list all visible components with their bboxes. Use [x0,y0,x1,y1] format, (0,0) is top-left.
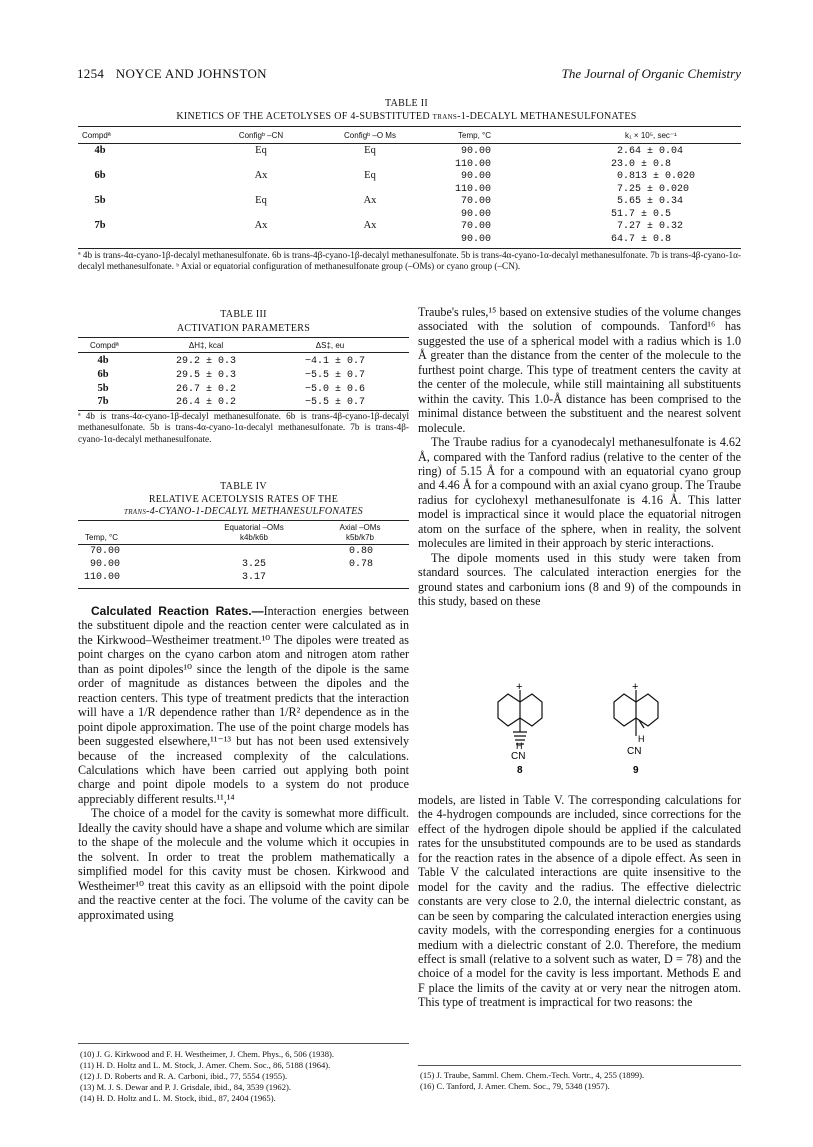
paragraph: models, are listed in Table V. The corresponding calculations for the 4-hydrogen compounds are included, since corrections for the effect of the hydrogen dipole should be applied if the calculated rates for the unsubstituted compounds are to be used as standards for the reaction rates in the absence of a dipole effect. As seen in Table V the calculated interactions are quite insensitive to the model for the cavity and the radius. The effective dielectric constants are very close to 2.0, the internal dielectric constant, as can be seen by comparing the calculated interaction energies using cavity models, with the corresponding energies for a continuous medium with a dielectric constant of 2.0. Therefore, the medium effect is small (relative to a solvent such as water, D = 78) and the choice of a model for the cavity is less important. Methods E and F place the limits of the cavity at or very near the nitrogen atom. This type of treatment is impractical for two reasons: the [418,793,741,1010]
paragraph-text: Interaction energies between the substituent dipole and the reaction center were calculated as in the Kirkwood–Westheimer treatment.¹⁰ The dipoles were treated as point charges on the cyano carbon atom and nitrogen atom rather than as point dipoles¹⁰ since the length of the dipole is the same order of magnitude as distances between the dipoles and the reaction centers. This type of treatment predicts that the interaction will have a 1/R dependence rather than 1/R² dependence as in the point dipole approximation. The use of the point charge models has been suggested elsewhere,¹¹⁻¹³ but has not been used extensively because of the increased complexity of the calculations. Calculations which have been carried out applying both point charge and point dipole models to a system do not produce appreciably different results.¹¹,¹⁴ [78,604,409,806]
table-cell: 5.65 ± 0.34 [617,196,684,207]
charge-label: + [516,681,523,693]
table-cell: 64.7 ± 0.8 [611,234,672,245]
reference-item: (12) J. D. Roberts and R. A. Carboni, ibid., 77, 5554 (1955). [80,1071,288,1081]
table-cell: 51.7 ± 0.5 [611,209,672,220]
h-label: H [516,741,523,751]
table-2-header-config-oms: Configᵇ –O Ms [344,131,396,140]
table-cell: 6b [97,369,109,380]
table-cell: 23.0 ± 0.8 [611,159,672,170]
table-cell: 90.00 [461,209,492,220]
left-body-column [78,604,409,922]
table-cell: 7.25 ± 0.020 [617,184,690,195]
table-cell: 26.7 ± 0.2 [175,384,237,395]
table-cell: 6b [94,170,106,181]
table-4-header-temp: Temp, °C [85,533,118,542]
structure-label: 9 [633,765,639,776]
table-cell: 29.5 ± 0.3 [175,370,237,381]
author-names: NOYCE AND JOHNSTON [115,66,267,81]
table-cell: 110.00 [84,572,121,583]
structure-9-drawing [596,680,676,778]
reference-item: (11) H. D. Holtz and L. M. Stock, J. Amer. Chem. Soc., 86, 5188 (1964). [80,1060,331,1070]
table-cell: 0.78 [348,559,374,570]
reference-item: (13) M. J. S. Dewar and P. J. Grisdale, ibid., 84, 3539 (1962). [80,1082,292,1092]
reference-item: (14) H. D. Holtz and L. M. Stock, ibid., 87, 2404 (1965). [80,1093,276,1103]
table-3-header-ds: ΔS‡, eu [315,341,345,350]
table-3-number: TABLE III [220,309,267,320]
table-cell: Eq [364,170,376,181]
table-4-header-rule [78,544,409,545]
table-2-number: TABLE II [385,98,428,109]
table-2-bottom-rule [78,248,741,249]
reference-item: (16) C. Tanford, J. Amer. Chem. Soc., 79, 5348 (1957). [420,1081,610,1091]
table-2-footnote: ª 4b is trans-4α-cyano-1β-decalyl methanesulfonate. 6b is trans-4β-cyano-1β-decalyl methanesulfonate. 5b is trans-4α-cyano-1α-decalyl methanesulfonate. 7b is trans-4β-cyano-1α-decalyl methanesulfonate. ᵇ Axial or equatorial configuration of methanesulfonate group (–OMs) or cyano group (–CN). [78,250,741,272]
table-cell: 2.64 ± 0.04 [617,146,684,157]
table-cell: 90.00 [461,171,492,182]
table-cell: 110.00 [455,184,492,195]
paragraph [78,604,409,806]
table-cell: 70.00 [461,196,492,207]
table-cell: 3.25 [241,559,267,570]
table-cell: 110.00 [455,159,492,170]
table-4-header-ratio-ax: k5b/k7b [345,533,375,542]
page-number: 1254 [77,66,105,81]
table-cell: 7b [94,220,106,231]
table-cell: Eq [255,195,267,206]
table-cell: −5.0 ± 0.6 [304,384,366,395]
ring-left [498,694,520,726]
table-cell: Ax [254,220,268,231]
table-cell: 70.00 [90,546,121,557]
paragraph: The Traube radius for a cyanodecalyl methanesulfonate is 4.62 Å, compared with the Tanford radius (relative to the center of the ring) of 5.15 Å for a compound with an equatorial cyano group and 4.46 Å for a compound with an axial cyano group. The Traube radius for cyclohexyl methanesulfonate is 4.16 Å. This latter model is impractical since it would place the equatorial nitrogen atom on the surface of the sphere, when in reality, the solvent molecules are limited in their approach by steric interactions. [418,435,741,551]
right-body-column-top [418,305,741,609]
paragraph: The dipole moments used in this study were taken from standard sources. The calculated interaction energies for the ground states and carbonium ions (8 and 9) of the compounds in this study, based on these [418,550,741,609]
table-cell: 3.17 [241,572,267,583]
table-cell: Ax [363,220,377,231]
table-4-title-line-1: RELATIVE ACETOLYSIS RATES OF THE [148,494,339,505]
table-cell: 29.2 ± 0.3 [175,356,237,367]
table-cell: 4b [97,355,109,366]
table-cell: 90.00 [461,234,492,245]
table-cell: 5b [94,195,106,206]
section-run-head: Calculated Reaction Rates.— [91,604,264,618]
table-4-top-rule [78,520,409,521]
table-4-header-ratio-eq: k4b/k6b [239,533,269,542]
right-references [420,1070,741,1092]
table-cell: 4b [94,145,106,156]
reference-item: (10) J. G. Kirkwood and F. H. Westheimer, J. Chem. Phys., 6, 506 (1938). [80,1049,335,1059]
table-cell: 0.813 ± 0.020 [617,171,696,182]
left-references [80,1049,409,1104]
table-2-top-rule [78,126,741,127]
table-2-header-rule [78,143,741,144]
left-footnote-rule [78,1043,409,1044]
ring-right [520,694,542,726]
structure-8-drawing [480,680,560,778]
table-cell: Ax [254,170,268,181]
table-3-header-dh: ΔH‡, kcal [188,341,224,350]
table-3-header-compd: Compdª [90,341,119,350]
table-cell: −5.5 ± 0.7 [304,370,366,381]
table-4-number: TABLE IV [220,481,267,492]
table-cell: −4.1 ± 0.7 [304,356,366,367]
table-cell: 26.4 ± 0.2 [175,397,237,408]
table-4-bottom-rule [78,588,409,589]
structure-label: 8 [517,765,523,776]
paragraph: Traube's rules,¹⁵ based on extensive studies of the volume changes associated with the solution of compounds. Tanford¹⁶ has suggested the use of a spherical model with a radius which is 1.0 Å greater than the distance from the center of the molecule to the furthest point charge. This type of treatment centers the cavity at the center of the molecule, while still maintaining all substituents within the cavity. This 1.0-Å distance has been comprised to the minimal distance between the substituent and the nearest solvent molecule. [418,305,741,435]
substituent-label: CN [511,751,526,762]
table-4-header-ax: Axial –OMs [339,523,381,532]
running-header-left [77,66,267,82]
table-cell: 90.00 [90,559,121,570]
table-cell: Eq [364,145,376,156]
table-cell: Eq [255,145,267,156]
table-2-header-rate: k₁ × 10⁵, sec⁻¹ [625,131,677,140]
table-3-title: ACTIVATION PARAMETERS [176,323,311,334]
table-2-title: KINETICS OF THE ACETOLYSES OF 4-SUBSTITUTED trans-1-DECALYL METHANESULFONATES [176,111,637,122]
table-cell: 70.00 [461,221,492,232]
table-cell: Ax [363,195,377,206]
table-2-header-config-cn: Configᵇ –CN [238,131,284,140]
table-cell: 7b [97,396,109,407]
table-cell: 90.00 [461,146,492,157]
table-cell: 5b [97,383,109,394]
substituent-label: CN [627,746,642,757]
table-cell: −5.5 ± 0.7 [304,397,366,408]
table-3-top-rule [78,337,409,338]
table-2-header-temp: Temp, °C [458,131,491,140]
table-4-title-line-2: trans-4-CYANO-1-DECALYL METHANESULFONATES [124,506,363,517]
charge-label: + [632,681,639,693]
table-cell: 0.80 [348,546,374,557]
paragraph: The choice of a model for the cavity is somewhat more difficult. Ideally the cavity should have a shape and volume which are similar to the shape of the molecule and the volume which it occupies in the solvent. In order to treat the problem mathematically a simplified model for this cavity must be chosen. Kirkwood and Westheimer¹⁰ treat this cavity as an ellipsoid with the point dipole and the reactive center at the foci. The volume of the cavity can be approximated using [78,806,409,922]
table-cell: 7.27 ± 0.32 [617,221,684,232]
reference-item: (15) J. Traube, Samml. Chem. Chem.-Tech. Vortr., 4, 255 (1899). [420,1070,645,1080]
table-2-header-compd: Compdª [82,131,111,140]
table-3-footnote: ª 4b is trans-4α-cyano-1β-decalyl methanesulfonate. 6b is trans-4β-cyano-1β-decalyl methanesulfonate. 5b is trans-4α-cyano-1α-decalyl methanesulfonate. 7b is trans-4β-cyano-1α-decalyl methanesulfonate. [78,411,409,444]
right-body-column-bottom [418,793,741,1010]
table-3-header-rule [78,352,409,353]
journal-name: The Journal of Organic Chemistry [561,66,741,81]
table-4-header-eq: Equatorial –OMs [224,523,284,532]
h-label: H [638,734,645,744]
right-footnote-rule [418,1065,741,1066]
